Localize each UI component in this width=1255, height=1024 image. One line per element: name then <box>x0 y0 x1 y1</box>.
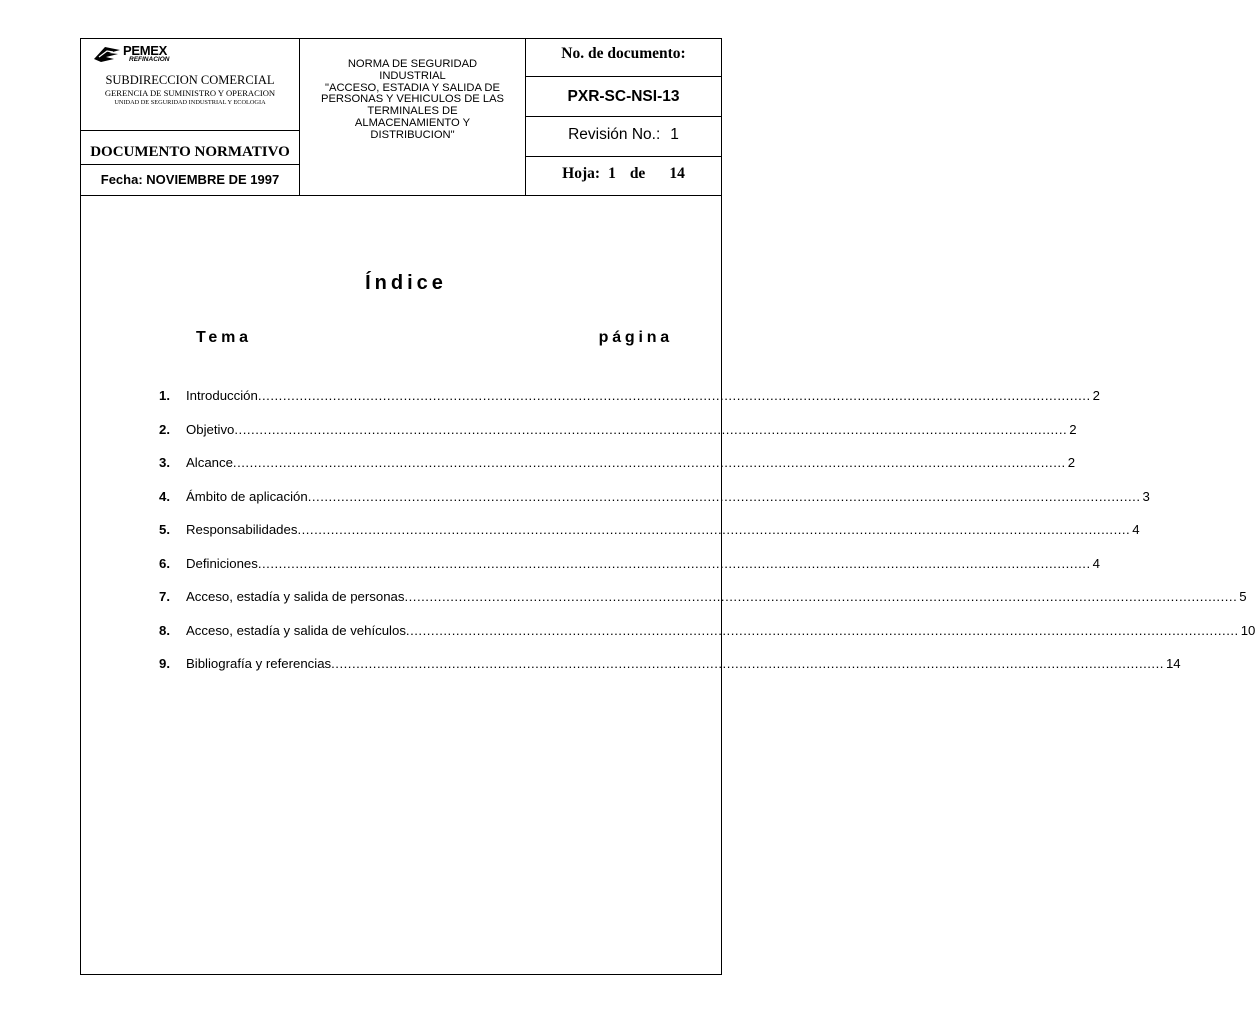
norma-title-line: INDUSTRIAL <box>379 69 446 82</box>
revision-field <box>526 117 721 157</box>
toc-entry[interactable] <box>159 386 1100 420</box>
toc-number: 9. <box>159 656 170 671</box>
toc-page: 4 <box>1092 555 1100 571</box>
toc-page: 4 <box>1132 522 1140 537</box>
documento-normativo-label: DOCUMENTO NORMATIVO <box>81 131 299 165</box>
norma-title-line: "ACCESO, ESTADIA Y SALIDA DE <box>325 81 500 94</box>
toc-title: Responsabilidades <box>186 522 298 537</box>
toc-page: 2 <box>1069 421 1077 437</box>
toc-title: Bibliografía y referencias <box>186 656 332 671</box>
toc-number: 5. <box>159 522 170 537</box>
toc-leader-dots: ........................................................................................................................................................................................................ <box>307 488 1141 504</box>
header-middle-column <box>300 39 526 195</box>
index-title: Índice <box>365 272 447 294</box>
hoja-de-text: de <box>629 165 646 182</box>
toc-page: 2 <box>1092 388 1100 403</box>
toc-number: 8. <box>159 622 170 638</box>
norma-title-line: PERSONAS Y VEHICULOS DE LAS <box>320 93 504 106</box>
hoja-value: 1 <box>608 165 616 182</box>
toc-entry[interactable] <box>159 621 1255 655</box>
toc-number: 3. <box>159 455 170 470</box>
toc-leader-dots: ........................................................................................................................................................................................................ <box>234 421 1068 437</box>
toc-entry[interactable] <box>159 453 1076 487</box>
toc-leader-dots: ........................................................................................................................................................................................................ <box>405 622 1239 638</box>
toc-title: Acceso, estadía y salida de personas <box>186 589 405 604</box>
logo-brand-text: PEMEX <box>123 43 168 58</box>
toc-number: 6. <box>159 555 170 571</box>
pagina-column-header: página <box>598 329 673 346</box>
toc-number: 4. <box>159 488 170 504</box>
document-page <box>80 38 1255 975</box>
hoja-label: Hoja: <box>562 165 601 182</box>
toc-title: Alcance <box>186 455 233 470</box>
toc-title: Definiciones <box>186 555 258 571</box>
table-of-contents <box>159 386 1255 688</box>
toc-leader-dots: ........................................................................................................................................................................................................ <box>257 388 1091 403</box>
toc-number: 2. <box>159 421 170 437</box>
hoja-total: 14 <box>669 165 685 182</box>
toc-page: 14 <box>1165 656 1181 671</box>
header-left-column <box>81 39 300 195</box>
hoja-field <box>526 157 721 194</box>
document-header <box>81 39 721 196</box>
toc-leader-dots: ........................................................................................................................................................................................................ <box>232 455 1066 470</box>
norma-title-line: ALMACENAMIENTO Y <box>354 116 471 129</box>
no-documento-value: PXR-SC-NSI-13 <box>526 77 721 117</box>
revision-label: Revisión No.: <box>568 126 661 143</box>
gerencia-text: GERENCIA DE SUMINISTRO Y OPERACION <box>104 88 276 98</box>
toc-leader-dots: ........................................................................................................................................................................................................ <box>297 522 1131 537</box>
header-right-column <box>526 39 721 195</box>
norma-title-line: NORMA DE SEGURIDAD <box>347 58 478 70</box>
toc-title: Objetivo <box>186 421 235 437</box>
no-documento-label: No. de documento: <box>526 39 721 77</box>
toc-page: 3 <box>1142 488 1150 504</box>
subdireccion-text: SUBDIRECCION COMERCIAL <box>105 73 275 87</box>
toc-page: 10 <box>1240 622 1255 638</box>
toc-leader-dots: ........................................................................................................................................................................................................ <box>331 656 1164 671</box>
pemex-logo <box>93 43 193 65</box>
toc-entry[interactable] <box>159 520 1140 554</box>
toc-entry[interactable] <box>159 487 1150 521</box>
organization-block <box>81 39 299 131</box>
toc-title: Introducción <box>186 388 258 403</box>
norma-title-line: TERMINALES DE <box>367 105 458 118</box>
logo-division-text: REFINACION <box>129 56 170 63</box>
toc-entry[interactable] <box>159 554 1100 588</box>
toc-entry[interactable] <box>159 587 1247 621</box>
toc-page: 5 <box>1239 589 1247 604</box>
toc-leader-dots: ........................................................................................................................................................................................................ <box>257 555 1091 571</box>
norma-title-line: DISTRIBUCION" <box>370 128 455 141</box>
revision-value: 1 <box>670 126 679 143</box>
tema-column-header: Tema <box>196 329 252 346</box>
norma-title <box>300 59 525 142</box>
toc-number: 1. <box>159 388 170 403</box>
toc-page: 2 <box>1067 455 1076 470</box>
pemex-eagle-logo-icon <box>93 45 121 63</box>
toc-number: 7. <box>159 589 170 604</box>
toc-title: Acceso, estadía y salida de vehículos <box>186 622 406 638</box>
toc-title: Ámbito de aplicación <box>186 488 308 504</box>
toc-entry[interactable] <box>159 420 1077 454</box>
fecha-text: Fecha: NOVIEMBRE DE 1997 <box>100 172 280 187</box>
unidad-text: UNIDAD DE SEGURIDAD INDUSTRIAL Y ECOLOGIA <box>114 99 266 106</box>
toc-leader-dots: ........................................................................................................................................................................................................ <box>404 589 1238 604</box>
toc-entry[interactable] <box>159 654 1181 688</box>
